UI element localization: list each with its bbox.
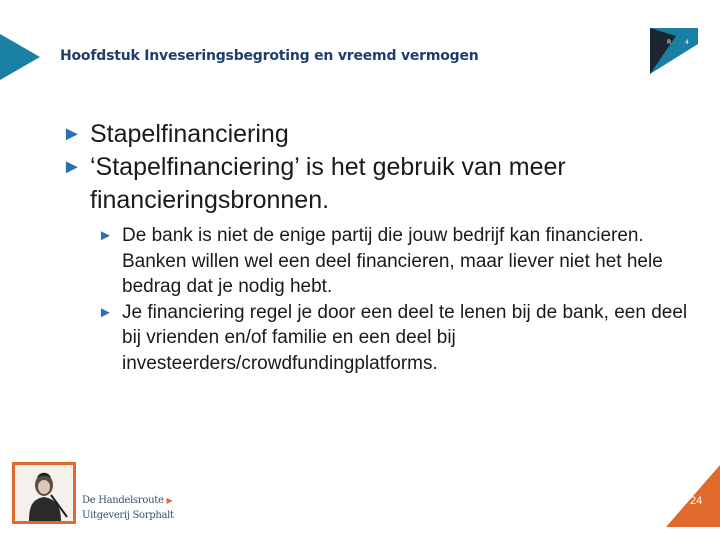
bullet-arrow-icon: ► <box>62 123 82 145</box>
sub-bullet-list <box>98 223 702 376</box>
sub-bullet-text: Je financiering regel je door een deel te lenen bij de bank, een deel bij vrienden en/of familie en een deel bij investeerders/crowdfundingplatforms. <box>122 301 688 374</box>
portrait-figure-icon <box>15 465 73 521</box>
logo-letter-4: 4 <box>685 39 689 46</box>
slide-content <box>62 118 702 376</box>
logo-letter-r: R <box>667 39 672 46</box>
brand-logo-icon <box>650 28 698 74</box>
publisher-line-1: De Handelsroute <box>82 495 164 506</box>
corner-triangle-icon <box>0 34 40 80</box>
sub-bullet-item <box>98 223 702 300</box>
sub-bullet-arrow-icon: ► <box>98 303 113 321</box>
chapter-title: Hoofdstuk Inveseringsbegroting en vreemd vermogen <box>60 48 479 64</box>
sub-bullet-text: De bank is niet de enige partij die jouw bedrijf kan financieren. Banken willen wel een deel financieren, maar liever niet het hele bedrag dat je nodig hebt. <box>122 225 663 297</box>
sub-bullet-item <box>98 300 702 377</box>
bullet-text: ‘Stapelfinanciering’ is het gebruik van meer financieringsbronnen. <box>90 153 566 214</box>
sub-bullet-arrow-icon: ► <box>98 227 113 244</box>
bullet-arrow-icon: ► <box>62 156 82 178</box>
bullet-item <box>62 118 702 151</box>
bullet-item <box>62 151 702 217</box>
page-number: 24 <box>690 495 703 507</box>
bullet-text: Stapelfinanciering <box>90 120 289 148</box>
publisher-triangle-icon: ▶ <box>166 496 173 505</box>
portrait-logo-icon <box>12 462 76 524</box>
publisher-line-2: Uitgeverij Sorphalt <box>82 510 174 521</box>
publisher-name <box>82 493 174 523</box>
